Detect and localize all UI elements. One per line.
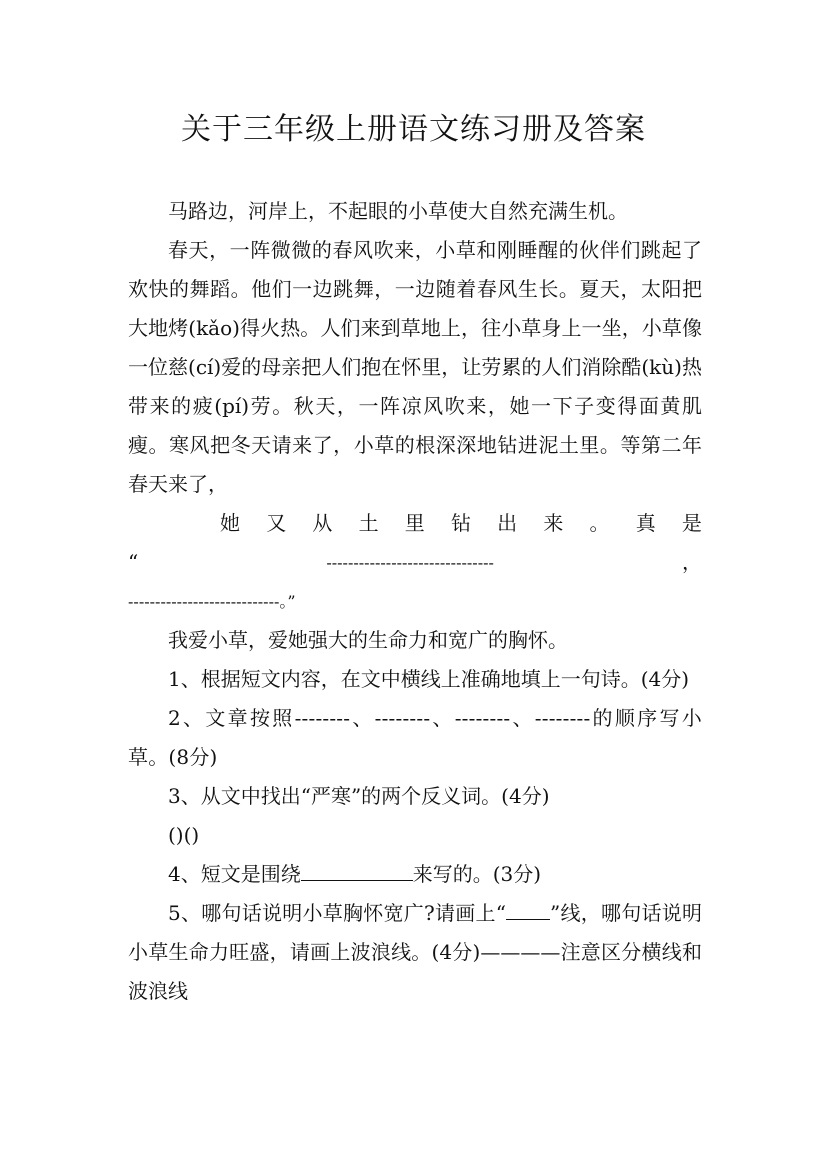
spaced-char: 来 [543, 511, 564, 535]
question-3: 3、从文中找出“严寒”的两个反义词。(4分) [168, 784, 550, 808]
fill-blank-line-2: ----------------------------。” [128, 592, 296, 611]
question-4-suffix: 来写的。(3分) [412, 862, 542, 886]
question-3-blanks: ()() [168, 823, 200, 847]
question-5-part-b: ”线，哪句话说明小草生命力旺盛，请画上波浪线。(4分)————注意区分横线和波浪线 [128, 901, 703, 1003]
document-title: 关于三年级上册语文练习册及答案 [181, 112, 646, 147]
spaced-char: 又 [266, 511, 287, 535]
comma-mark: ， [681, 550, 702, 574]
spaced-char: 里 [404, 511, 425, 535]
spaced-line [128, 504, 702, 543]
spaced-char: 真 [635, 511, 656, 535]
question-5 [128, 894, 702, 1011]
question-4-prefix: 4、短文是围绕 [168, 862, 301, 886]
spaced-char: 。 [589, 511, 610, 535]
answer-underline [506, 919, 550, 920]
answer-underline [301, 880, 413, 881]
quote-open-mark: “ [128, 550, 139, 574]
paragraph-intro: 马路边，河岸上，不起眼的小草使大自然充满生机。 [168, 199, 628, 223]
spaced-char: 土 [358, 511, 379, 535]
question-4 [128, 855, 702, 894]
spaced-char: 从 [312, 511, 333, 535]
question-2: 2、文章按照--------、--------、--------、--------的顺序写小草。(8分) [128, 706, 702, 769]
question-1: 1、根据短文内容，在文中横线上准确地填上一句诗。(4分) [168, 667, 690, 691]
fill-blank-line: ------------------------------- [326, 553, 494, 572]
spaced-char: 出 [497, 511, 518, 535]
paragraph-conclusion: 我爱小草，爱她强大的生命力和宽广的胸怀。 [168, 628, 568, 652]
spaced-char: 她 [220, 511, 240, 535]
quote-blank-line [128, 543, 702, 582]
paragraph-seasons: 春天，一阵微微的春风吹来，小草和刚睡醒的伙伴们跳起了欢快的舞蹈。他们一边跳舞，一边随着春风生长。夏天，太阳把大地烤(kǎo)得火热。人们来到草地上，往小草身上一坐，小草像一位慈(cí)爱的母亲把人们抱在怀里，让劳累的人们消除酷(kù)热带来的疲(pí)劳。秋天，一阵凉风吹来，她一下子变得面黄肌瘦。寒风把冬天请来了，小草的根深深地钻进泥土里。等第二年春天来了， [128, 238, 702, 496]
spaced-char: 钻 [450, 511, 471, 535]
spaced-char: 是 [681, 511, 702, 535]
document-body [128, 192, 702, 1011]
question-5-part-a: 5、哪句话说明小草胸怀宽广?请画上“ [168, 901, 506, 925]
